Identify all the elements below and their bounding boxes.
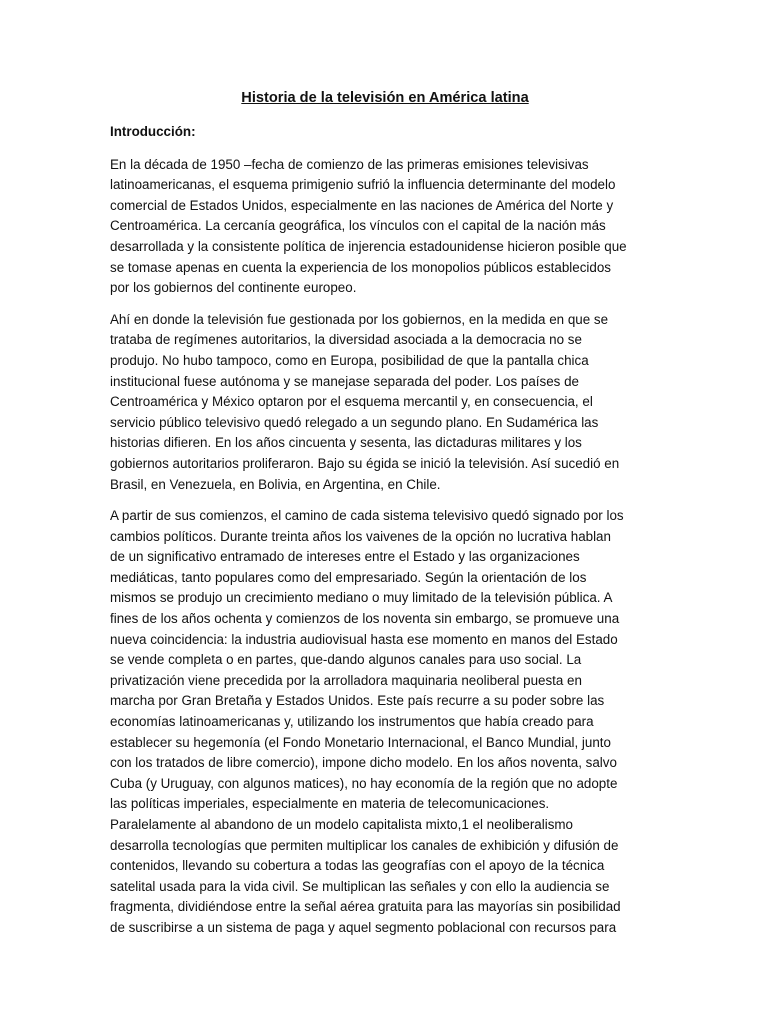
text-line: de un significativo entramado de intereses entre el Estado y las organizaciones (110, 549, 580, 565)
text-line: servicio público televisivo quedó relegado a un segundo plano. En Sudamérica las (110, 414, 599, 430)
text-line: Paralelamente al abandono de un modelo capitalista mixto,1 el neoliberalismo (110, 817, 574, 832)
text-line: fragmenta, dividiéndose entre la señal aérea gratuita para las mayorías sin posibilidad (110, 899, 621, 915)
text-line: de suscribirse a un sistema de paga y aquel segmento poblacional con recursos para (110, 919, 617, 935)
text-line: latinoamericanas, el esquema primigenio sufrió la influencia determinante del modelo (110, 177, 616, 193)
text-line: con los tratados de libre comercio), impone dicho modelo. En los años noventa, salvo (110, 755, 617, 771)
text-line: Ahí en donde la televisión fue gestionada por los gobiernos, en la medida en que se (110, 311, 609, 327)
text-line: En la década de 1950 –fecha de comienzo de las primeras emisiones televisivas (110, 156, 589, 172)
text-line: establecer su hegemonía (el Fondo Monetario Internacional, el Banco Mundial, junto (110, 734, 611, 750)
text-line: fines de los años ochenta y comienzos de los noventa sin embargo, se promueve una (110, 611, 620, 627)
document-page (110, 88, 660, 950)
text-line: historias difieren. En los años cincuenta y sesenta, las dictaduras militares y los (110, 435, 582, 451)
section-heading: Introducción: (110, 124, 196, 139)
text-line: nueva coincidencia: la industria audiovisual hasta ese momento en manos del Estado (110, 631, 618, 647)
text-line: economías latinoamericanas y, utilizando los instrumentos que había creado para (110, 714, 594, 730)
text-line: mediáticas, tanto populares como del empresariado. Según la orientación de los (110, 569, 587, 585)
text-line: se tomase apenas en cuenta la experiencia de los monopolios públicos establecidos (110, 259, 611, 275)
text-line: privatización viene precedida por la arrolladora maquinaria neoliberal puesta en (110, 672, 582, 688)
text-line: mismos se produjo un crecimiento mediano o muy limitado de la televisión pública. A (110, 590, 613, 606)
text-line: por los gobiernos del continente europeo. (110, 280, 357, 296)
text-line: gobiernos autoritarios proliferaron. Bajo su égida se inició la televisión. Así sucedió en (110, 455, 620, 471)
document-title: Historia de la televisión en América latina (241, 90, 529, 106)
paragraph-3 (110, 506, 660, 938)
text-line: contenidos, llevando su cobertura a todas las geografías con el apoyo de la técnica (110, 858, 605, 874)
text-line: desarrolla tecnologías que permiten multiplicar los canales de exhibición y difusión de (110, 837, 619, 853)
text-line: Centroamérica. La cercanía geográfica, los vínculos con el capital de la nación más (110, 218, 606, 234)
text-line: Brasil, en Venezuela, en Bolivia, en Argentina, en Chile. (110, 476, 441, 492)
text-line: trataba de regímenes autoritarios, la diversidad asociada a la democracia no se (110, 332, 582, 348)
paragraph-1 (110, 155, 660, 299)
text-line: A partir de sus comienzos, el camino de cada sistema televisivo quedó signado por los (110, 508, 624, 524)
text-line: marcha por Gran Bretaña y Estados Unidos. Este país recurre a su poder sobre las (110, 693, 605, 709)
text-line: satelital usada para la vida civil. Se multiplican las señales y con ello la audiencia se (110, 878, 610, 894)
text-line: las políticas imperiales, especialmente en materia de telecomunicaciones. (110, 796, 550, 812)
text-line: desarrollada y la consistente política de injerencia estadounidense hicieron posible que (110, 238, 627, 254)
text-line: Cuba (y Uruguay, con algunos matices), no hay economía de la región que no adopte (110, 775, 618, 791)
text-line: se vende completa o en partes, que-dando algunos canales para uso social. La (110, 652, 582, 668)
text-line: Centroamérica y México optaron por el esquema mercantil y, en consecuencia, el (110, 394, 593, 410)
text-line: produjo. No hubo tampoco, como en Europa, posibilidad de que la pantalla chica (110, 352, 589, 368)
text-line: cambios políticos. Durante treinta años los vaivenes de la opción no lucrativa hablan (110, 528, 611, 544)
paragraph-2 (110, 310, 660, 495)
text-line: comercial de Estados Unidos, especialmente en las naciones de América del Norte y (110, 197, 614, 213)
text-line: institucional fuese autónoma y se manejase separada del poder. Los países de (110, 373, 579, 389)
